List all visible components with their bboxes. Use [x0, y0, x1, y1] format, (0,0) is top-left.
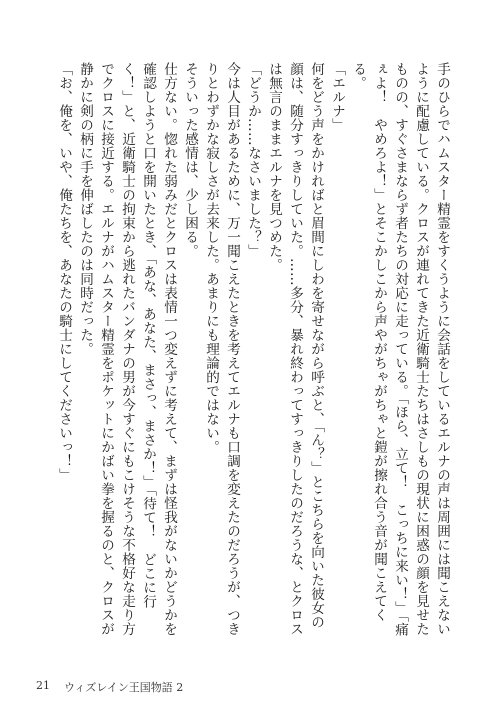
vertical-text-body: [47, 62, 452, 637]
paragraph-2: 「エルナ」: [329, 62, 345, 132]
paragraph-4: 「どうか……なさいました？」: [245, 62, 261, 258]
paragraph-7: 仕方ない。惚れた弱みだとクロスは表情一つ変えずに考えて、まずは怪我がないかどうかを確認しようと口を開いたとき、「あな、あなた、まさっ、まさか！」「待て！ どこに行く！」と、近衛騎士の拘束から逃れたバンダナの男が今すぐにもこけそうな不格好な走り方でクロスに接近する。エルナがハムスター精霊をポケットにかばい拳を握るのと、クロスが静かに剣の柄に手を伸ばしたのは同時だった。: [77, 62, 177, 636]
page-footer: [36, 679, 183, 695]
paragraph-6: そういった感情は、少し困る。: [182, 62, 198, 258]
paragraph-3: 何をどう声をかければと眉間にしわを寄せながら呼ぶと、「ん？」とこちらを向いた彼女の顔は、随分すっきりしていた。……多分、暴れ終わってすっきりしたのだろうな、とクロスは無言のままエルナを見つめた。: [266, 62, 324, 636]
paragraph-5: 今は人目があるために、万一聞こえたときを考えてエルナも口調を変えたのだろうが、つきりとわずかな寂しさが去来した。あまりにも理論的ではない。: [203, 62, 240, 636]
paragraph-8: 「お、俺を、いや、俺たちを、あなたの騎士にしてくださいっ！」: [56, 62, 72, 482]
paragraph-1: 手のひらでハムスター精霊をすくうように会話をしているエルナの声は周囲には聞こえないように配慮している。クロスが連れてきた近衛騎士たちはさしもの現状に困惑の顔を見せたものの、すぐさまならず者たちの対応に走っている。「ほら、立て！ こっちに来い！」「痛ぇよ！ やめろよ！」とそこかしこから声やがちゃがちゃと鎧が擦れ合う音が聞こえてくる。: [350, 62, 450, 637]
book-title: ウィズレイン王国物語 2: [64, 681, 184, 694]
page-number: 21: [36, 679, 50, 692]
